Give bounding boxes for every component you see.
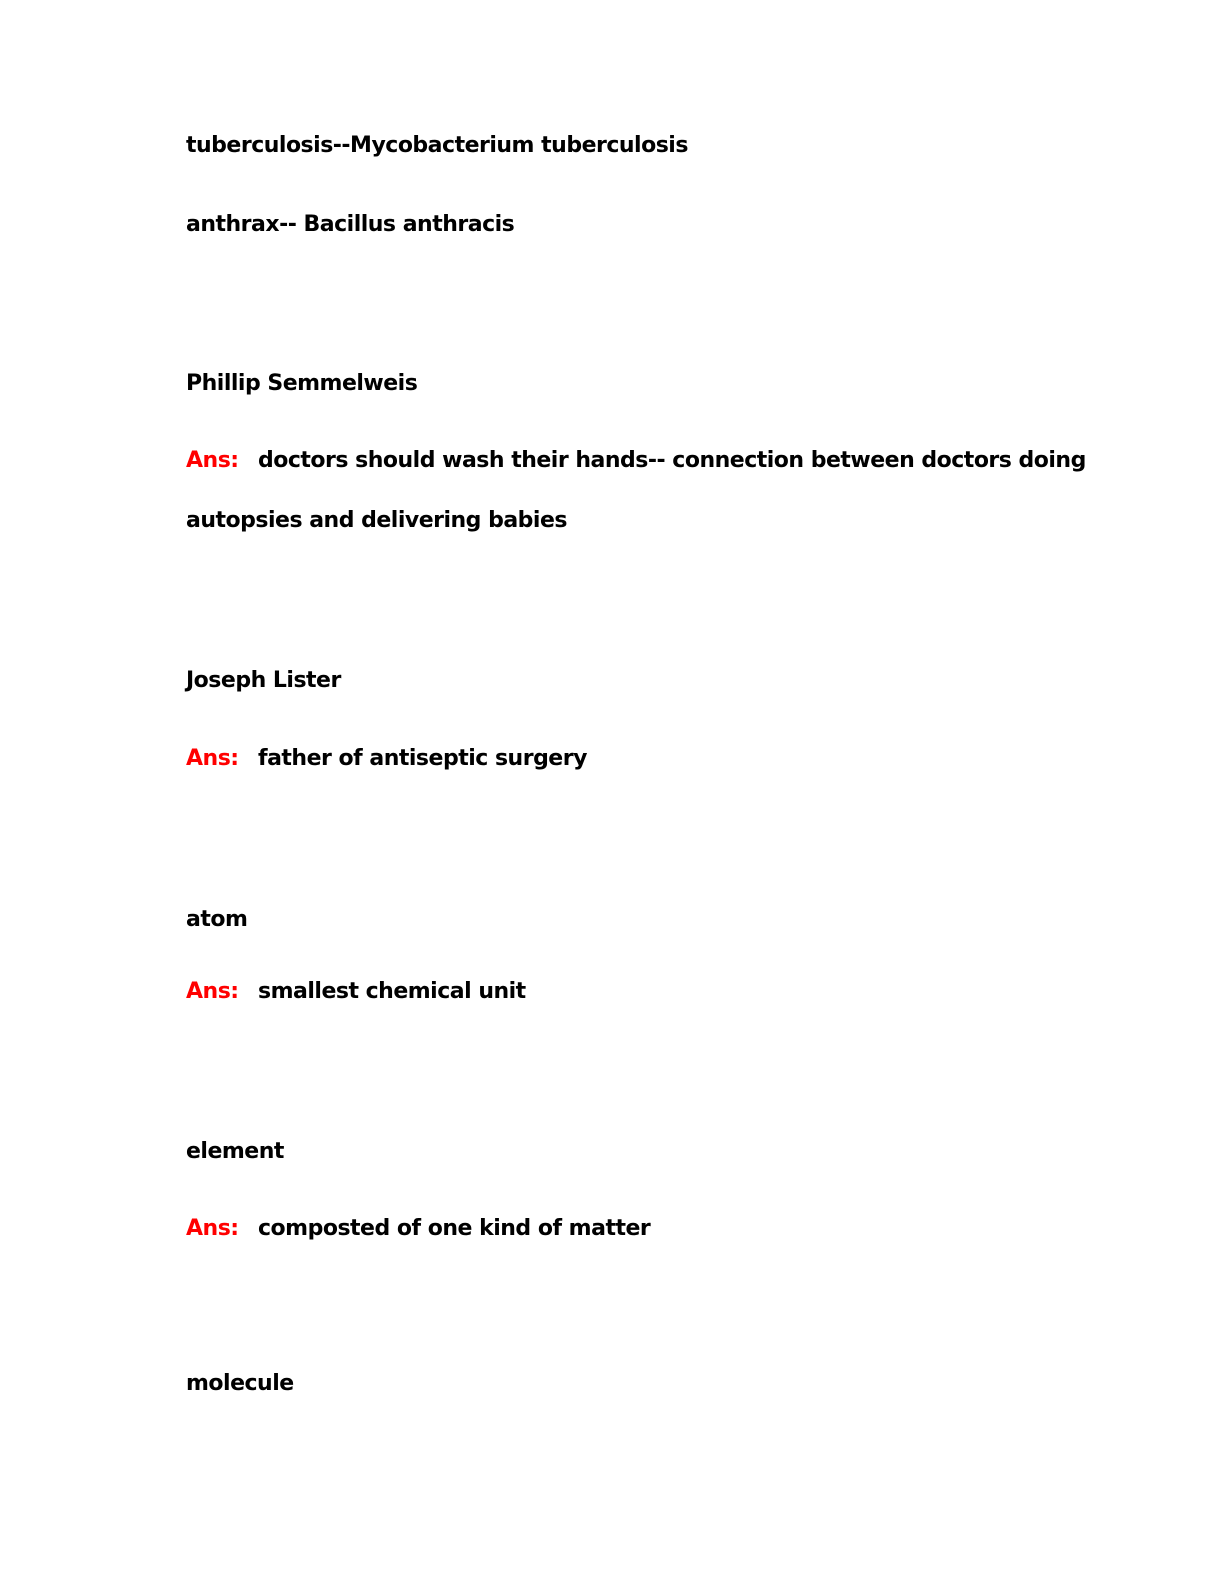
answer-text: smallest chemical unit — [258, 979, 526, 1004]
answer-label: Ans: — [186, 746, 239, 771]
term-text: molecule — [186, 1371, 294, 1396]
answer-label: Ans: — [186, 448, 239, 473]
answer-text: father of antiseptic surgery — [258, 746, 587, 771]
term-text: anthrax-- Bacillus anthracis — [186, 212, 515, 237]
term-line-tuberculosis — [186, 131, 688, 161]
term-line-phillip-semmelweis — [186, 369, 417, 399]
answer-line-semmelweis — [186, 446, 1086, 476]
answer-text: doctors should wash their hands-- connection between doctors doing — [258, 448, 1086, 473]
term-line-element — [186, 1137, 284, 1167]
term-line-joseph-lister — [186, 666, 341, 696]
term-line-anthrax — [186, 210, 514, 240]
term-text: tuberculosis--Mycobacterium tuberculosis — [186, 133, 688, 158]
term-text: element — [186, 1139, 284, 1164]
term-line-molecule — [186, 1369, 294, 1399]
answer-label: Ans: — [186, 1216, 239, 1241]
answer-line-atom — [186, 977, 526, 1007]
term-text: atom — [186, 907, 248, 932]
term-text: Phillip Semmelweis — [186, 371, 418, 396]
answer-line-element — [186, 1214, 650, 1244]
answer-text: composted of one kind of matter — [258, 1216, 651, 1241]
term-line-atom — [186, 905, 247, 935]
answer-line-semmelweis-continued — [186, 506, 567, 536]
answer-text: autopsies and delivering babies — [186, 508, 567, 533]
term-text: Joseph Lister — [186, 668, 341, 693]
answer-label: Ans: — [186, 979, 239, 1004]
answer-line-lister — [186, 744, 587, 774]
